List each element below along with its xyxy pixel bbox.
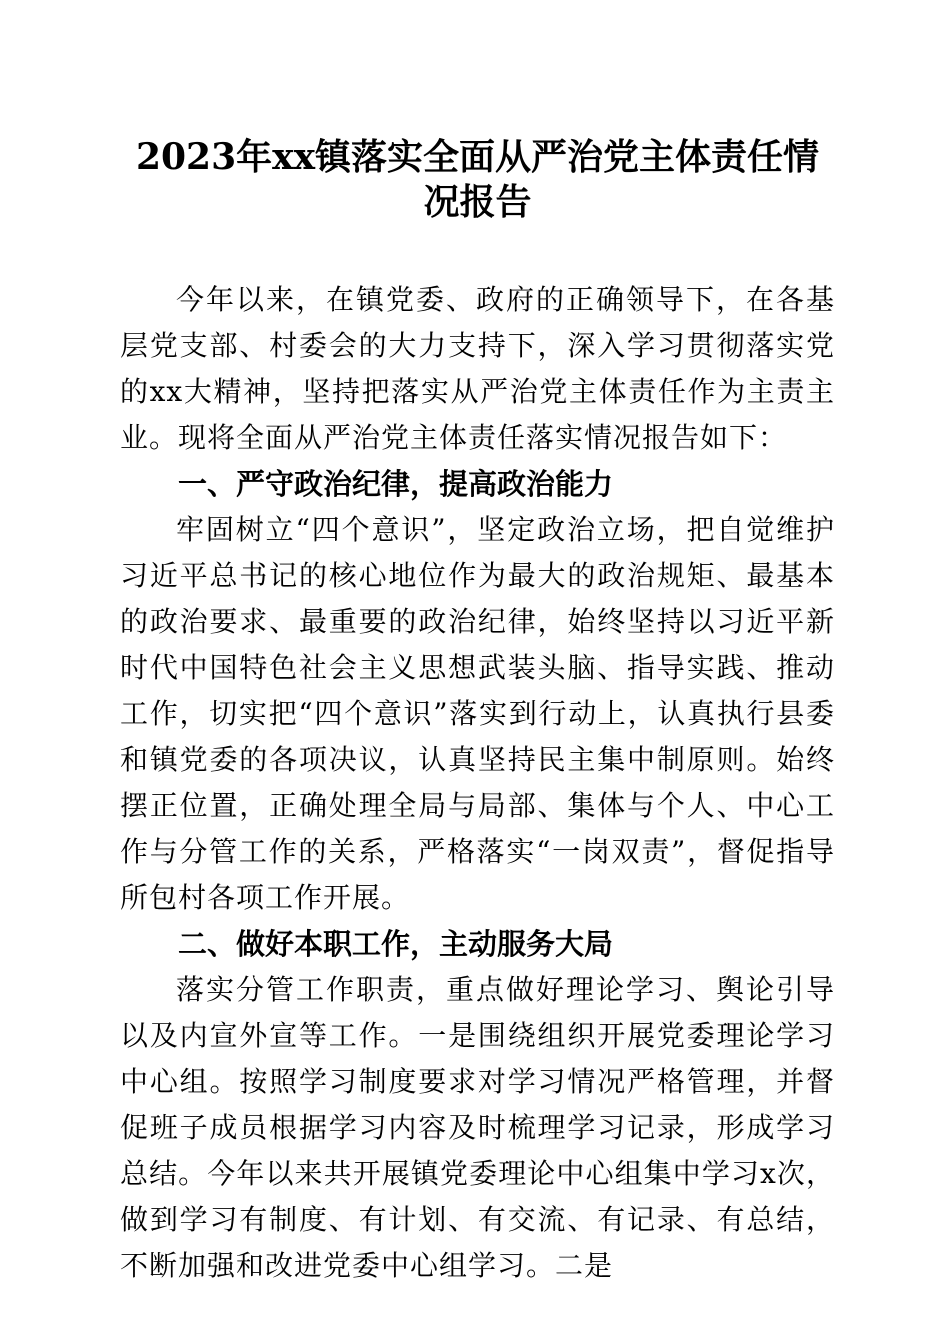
document-body <box>120 277 835 1289</box>
paragraph-section-2: 落实分管工作职责，重点做好理论学习、舆论引导以及内宣外宣等工作。一是围绕组织开展党委理论学习中心组。按照学习制度要求对学习情况严格管理，并督促班子成员根据学习内容及时梳理学习记录，形成学习总结。今年以来共开展镇党委理论中心组集中学习x次，做到学习有制度、有计划、有交流、有记录、有总结，不断加强和改进党委中心组学习。二是 <box>120 973 835 1282</box>
paragraph-section-1: 牢固树立“四个意识”，坚定政治立场，把自觉维护习近平总书记的核心地位作为最大的政治规矩、最基本的政治要求、最重要的政治纪律，始终坚持以习近平新时代中国特色社会主义思想武装头脑、指导实践、推动工作，切实把“四个意识”落实到行动上，认真执行县委和镇党委的各项决议，认真坚持民主集中制原则。始终摆正位置，正确处理全局与局部、集体与个人、中心工作与分管工作的关系，严格落实“一岗双责”，督促指导所包村各项工作开展。 <box>120 513 835 914</box>
document-title: 2023年xx镇落实全面从严治党主体责任情况报告 <box>135 136 820 223</box>
section-heading-2: 二、做好本职工作，主动服务大局 <box>178 927 614 961</box>
section-heading-1: 一、严守政治纪律，提高政治能力 <box>178 467 614 501</box>
paragraph-intro: 今年以来，在镇党委、政府的正确领导下，在各基层党支部、村委会的大力支持下，深入学习贯彻落实党的xx大精神，坚持把落实从严治党主体责任作为主责主业。现将全面从严治党主体责任落实情况报告如下： <box>120 283 835 454</box>
